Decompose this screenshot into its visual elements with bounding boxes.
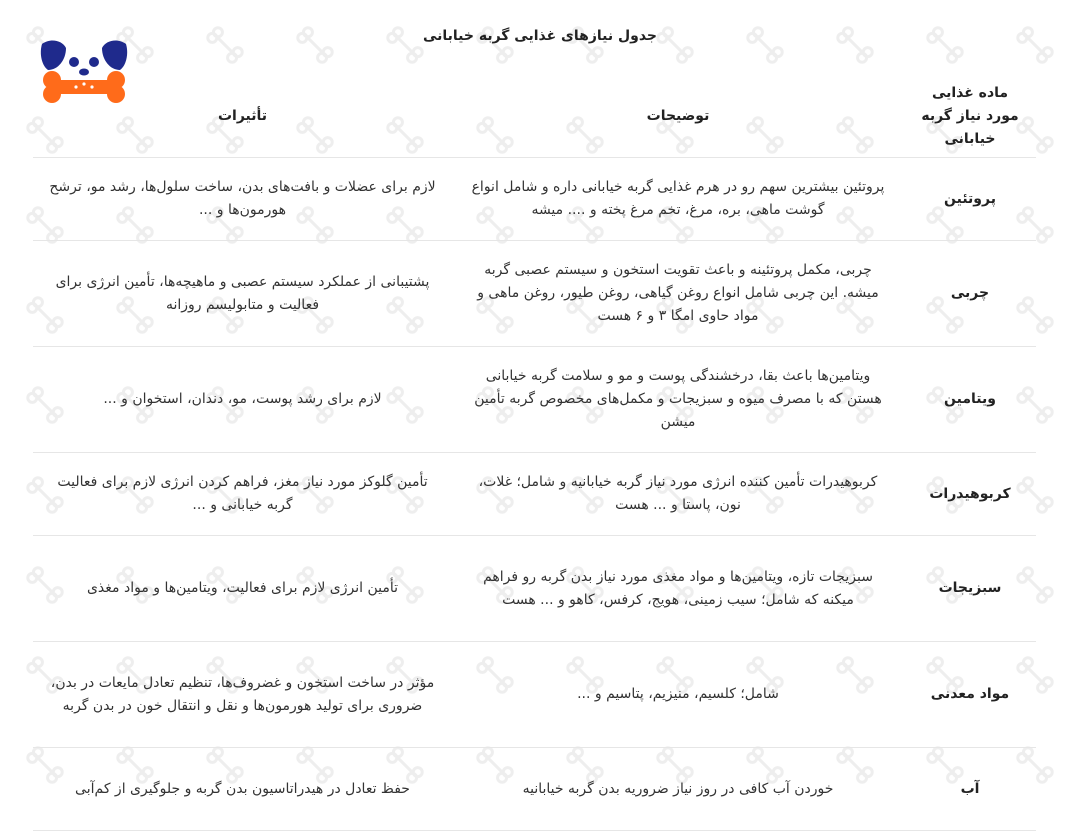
table-row: [33, 158, 1036, 241]
effects-cell: حفظ تعادل در هیدراتاسیون بدن گربه و جلوگیری از کم‌آبی: [33, 748, 452, 831]
description-cell: سبزیجات تازه، ویتامین‌ها و مواد مغذی مورد نیاز بدن گربه رو فراهم میکنه که شامل؛ سیب زمینی، هویج، کرفس، کاهو و ... هست: [452, 536, 904, 642]
header-nutrient: ماده غذایی مورد نیاز گربه خیابانی: [904, 76, 1036, 158]
nutrient-cell: کربوهیدرات: [904, 453, 1036, 536]
table-row: [33, 536, 1036, 642]
table-row: [33, 241, 1036, 347]
effects-cell: مؤثر در ساخت استخون و غضروف‌ها، تنظیم تعادل مایعات در بدن، ضروری برای تولید هورمون‌ها و نقل و انتقال خون در بدن گربه: [33, 642, 452, 748]
description-cell: پروتئین بیشترین سهم رو در هرم غذایی گربه خیابانی داره و شامل انواع گوشت ماهی، بره، مرغ، تخم مرغ پخته و .... میشه: [452, 158, 904, 241]
header-effects: تأثیرات: [33, 76, 452, 158]
effects-cell: لازم برای رشد پوست، مو، دندان، استخوان و ...: [33, 347, 452, 453]
table-row: [33, 642, 1036, 748]
table-caption: جدول نیازهای غذایی گربه خیابانی: [422, 28, 658, 44]
nutrient-cell: آب: [904, 748, 1036, 831]
effects-cell: تأمین گلوکز مورد نیاز مغز، فراهم کردن انرژی لازم برای فعالیت گربه خیابانی و ...: [33, 453, 452, 536]
header-description: توضیحات: [452, 76, 904, 158]
nutrition-table: [33, 76, 1036, 831]
nutrient-cell: سبزیجات: [904, 536, 1036, 642]
nutrient-cell: ویتامین: [904, 347, 1036, 453]
table-row: [33, 453, 1036, 536]
nutrient-cell: چربی: [904, 241, 1036, 347]
effects-cell: پشتیبانی از عملکرد سیستم عصبی و ماهیچه‌ها، تأمین انرژی برای فعالیت و متابولیسم روزانه: [33, 241, 452, 347]
nutrient-cell: پروتئین: [904, 158, 1036, 241]
effects-cell: تأمین انرژی لازم برای فعالیت، ویتامین‌ها و مواد مغذی: [33, 536, 452, 642]
effects-cell: لازم برای عضلات و بافت‌های بدن، ساخت سلول‌ها، رشد مو، ترشح هورمون‌ها و ...: [33, 158, 452, 241]
nutrient-cell: مواد معدنی: [904, 642, 1036, 748]
table-row: [33, 748, 1036, 831]
description-cell: شامل؛ کلسیم، منیزیم، پتاسیم و ...: [452, 642, 904, 748]
description-cell: چربی، مکمل پروتئینه و باعث تقویت استخون و سیستم عصبی گربه میشه. این چربی شامل انواع روغن گیاهی، روغن طیور، روغن ماهی و مواد حاوی امگا ۳ و ۶ هست: [452, 241, 904, 347]
description-cell: ویتامین‌ها باعث بقا، درخشندگی پوست و مو و سلامت گربه خیابانی هستن که با مصرف میوه و سبزیجات و مکمل‌های مخصوص گربه تأمین میشن: [452, 347, 904, 453]
description-cell: کربوهیدرات تأمین کننده انرژی مورد نیاز گربه خیابانیه و شامل؛ غلات، نون، پاستا و ... هست: [452, 453, 904, 536]
table-row: [33, 347, 1036, 453]
description-cell: خوردن آب کافی در روز نیاز ضروریه بدن گربه خیابانیه: [452, 748, 904, 831]
table-header-row: [33, 76, 1036, 158]
